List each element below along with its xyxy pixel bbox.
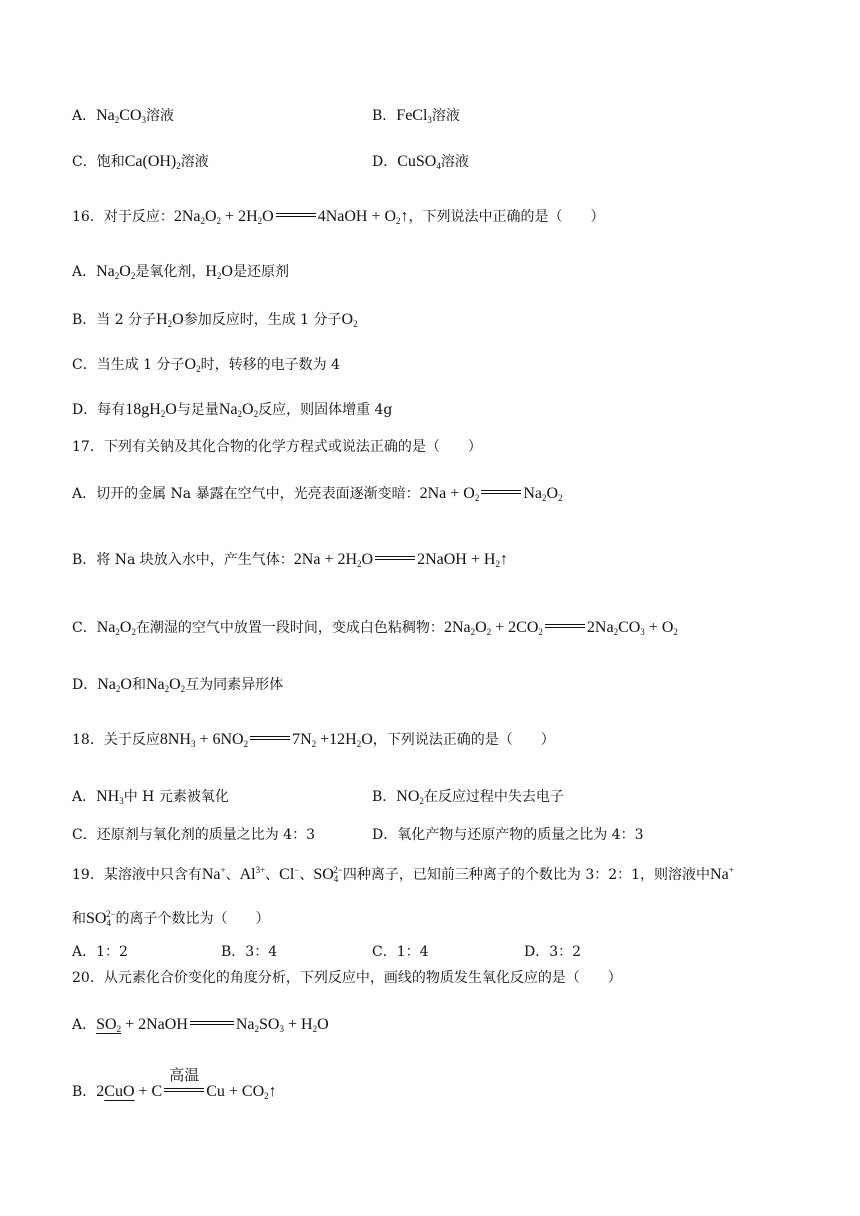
q15-option-c: C．饱和$Ca(OH)_2$溶液 <box>72 153 209 171</box>
q17-option-b: B．将 Na 块放入水中，产生气体：$2Na + 2H_2O$ 2NaOH + $H_2↑$ <box>72 551 508 569</box>
q19-option-a: A．1：2 <box>72 944 128 960</box>
q18-stem: 18．关于反应$8NH_3 + 6NO_2$ $7N_2 +12H_2O$，下列说法正确的是（ ） <box>72 731 555 749</box>
q19-stem-line2: 和$SO_4^{2-}$的离子个数比为（ ） <box>72 909 270 928</box>
q17-option-a: A．切开的金属 Na 暴露在空气中，光亮表面逐渐变暗：$2Na + O_2$ $Na_2O_2$ <box>72 485 563 503</box>
q20-option-a: A．$SO_2$ + 2NaOH $Na_2SO_3 + H_2O$ <box>72 1016 329 1034</box>
q15-option-a: A．$Na_2CO_3$溶液 <box>72 107 175 125</box>
q16-option-d: D．每有$18gH_2O$与足量$Na_2O_2$反应，则固体增重 4g <box>72 401 393 419</box>
q16-option-a: A．$Na_2O_2$是氧化剂，$H_2O$是还原剂 <box>72 263 289 281</box>
q15-option-b: B．FeCl$_3$溶液 <box>372 107 460 125</box>
q17-stem: 17．下列有关钠及其化合物的化学方程式或说法正确的是（ ） <box>72 439 482 455</box>
q17-option-d: D．$Na_2O$和$Na_2O_2$互为同素异形体 <box>72 676 284 694</box>
q18-option-c: C．还原剂与氧化剂的质量之比为 4：3 <box>72 827 315 843</box>
q16-option-b: B．当 2 分子$H_2O$参加反应时，生成 1 分子$O_2$ <box>72 311 358 329</box>
q16-option-c: C．当生成 1 分子$O_2$时，转移的电子数为 4 <box>72 356 340 374</box>
q19-option-d: D．3：2 <box>524 944 582 960</box>
q18-option-a: A．$NH_3$中 H 元素被氧化 <box>72 788 229 806</box>
q20-stem: 20．从元素化合价变化的角度分析，下列反应中，画线的物质发生氧化反应的是（ ） <box>72 970 622 986</box>
q16-stem: 16．对于反应：$2Na_2O_2 + 2H_2O$ 4NaOH + $O_2↑$，下列说法中正确的是（ ） <box>72 208 605 226</box>
q20-option-b: B．2CuO + C 高温 $Cu + CO_2↑$ <box>72 1068 277 1101</box>
reaction-condition: 高温 <box>169 1068 200 1084</box>
q18-option-d: D．氧化产物与还原产物的质量之比为 4：3 <box>372 827 644 843</box>
q19-option-c: C．1：4 <box>372 944 429 960</box>
q19-option-b: B．3：4 <box>221 944 278 960</box>
q18-option-b: B．$NO_2$在反应过程中失去电子 <box>372 788 564 806</box>
q17-option-c: C．$Na_2O_2$在潮湿的空气中放置一段时间，变成白色粘稠物：$2Na_2O_2 + 2CO_2$ $2Na_2CO_3 + O_2$ <box>72 619 678 637</box>
q19-stem: 19．某溶液中只含有Na+、$Al^{3+}$、Cl−、$SO_4^{2-}$四种离子，已知前三种离子的个数比为 3：2：1，则溶液中Na+ <box>72 865 734 884</box>
q15-option-d: D．CuSO$_4$溶液 <box>372 153 469 171</box>
